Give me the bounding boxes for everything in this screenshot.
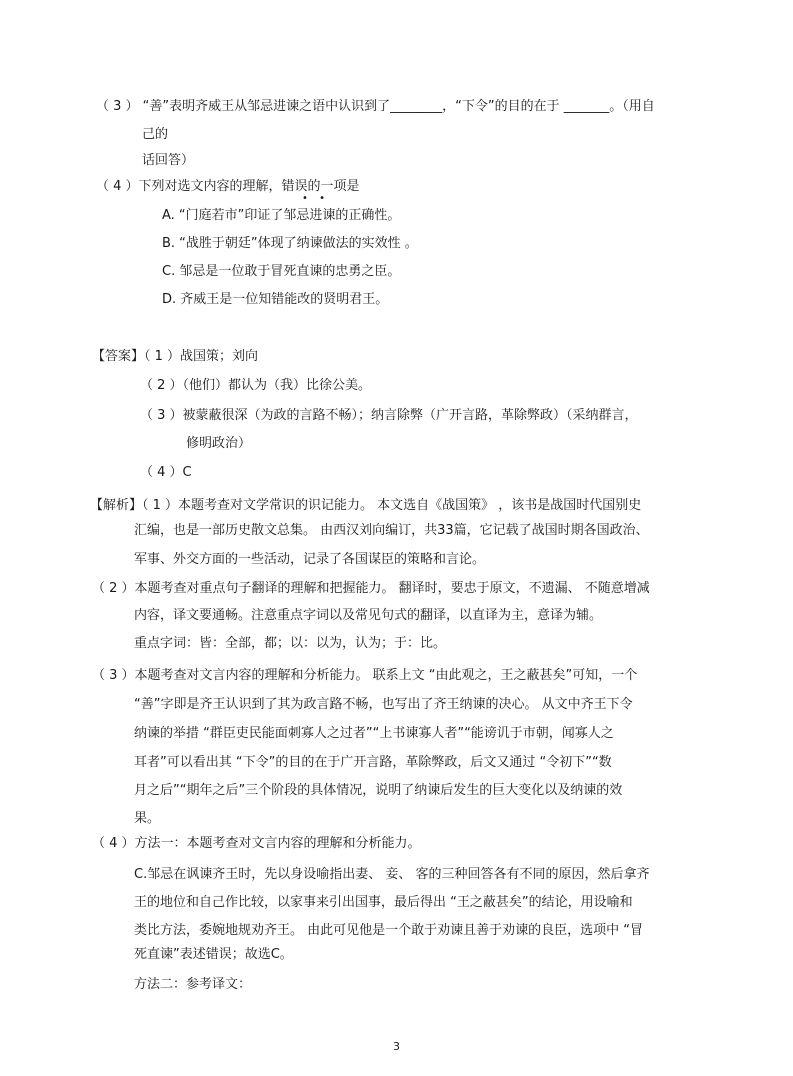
- question-4-stem: （ 4 ）下列对选文内容的理解，错误的一项是: [96, 179, 360, 194]
- analysis-3-line-6: 果。: [134, 811, 161, 826]
- analysis-4-line-2: C.邹忌在讽谏齐王时，先以身设喻指出妻、 妾、 客的三种回答各有不同的原因，然后拿齐: [134, 867, 650, 882]
- analysis-4-line-4: 类比方法，委婉地规劝齐王。 由此可见他是一个敢于劝谏且善于劝谏的良臣，选项中 “冒: [134, 923, 644, 938]
- analysis-4-line-1: （ 4 ）方法一：本题考查对文言内容的理解和分析能力。: [92, 836, 421, 851]
- option-c: C. 邹忌是一位敢于冒死直谏的忠勇之臣。: [162, 264, 401, 279]
- analysis-1-line-3: 军事、外交方面的一些活动，记录了各国谋臣的策略和言论。: [134, 552, 486, 567]
- answer-3-line-2: 修明政治）: [186, 436, 252, 451]
- option-a: A. “门庭若市”印证了邹忌进谏的正确性。: [162, 208, 401, 223]
- answer-4: （ 4 ）C: [140, 465, 192, 480]
- analysis-4-line-6: 方法二：参考译文：: [134, 977, 252, 992]
- question-3-line-2: 己的: [142, 127, 169, 142]
- analysis-1-line-2: 汇编，也是一部历史散文总集。 由西汉刘向编订，共33篇，它记载了战国时期各国政治、: [134, 523, 649, 538]
- answer-1: 【答案】（ 1 ）战国策；刘向: [92, 349, 259, 364]
- analysis-3-line-2: “善”字即是齐王认识到了其为政言路不畅，也写出了齐王纳谏的决心。 从文中齐王下令: [134, 697, 633, 712]
- option-b: B. “战胜于朝廷”体现了纳谏做法的实效性 。: [162, 236, 418, 251]
- page-number: 3: [393, 1040, 400, 1053]
- analysis-4-line-5: 死直谏”表述错误；故选C。: [134, 947, 293, 962]
- analysis-1-line-1: 【解析】（ 1 ）本题考查对文学常识的识记能力。 本文选自《战国策》 ，该书是战国时代国别史: [90, 498, 642, 513]
- answer-3-line-1: （ 3 ）被蒙蔽很深（为政的言路不畅）；纳言除弊（广开言路，革除弊政）（采纳群言，: [140, 408, 638, 423]
- analysis-3-line-3: 纳谏的举措 “群臣吏民能面刺寡人之过者”“上书谏寡人者”“能谤讥于市朝，闻寡人之: [134, 726, 614, 741]
- emphasis-dots: • •: [302, 193, 329, 204]
- question-3-line-1: （ 3 ） “善”表明齐威王从邹忌进谏之语中认识到了________，“下令”的目的在于 _______。（用自: [96, 99, 655, 114]
- analysis-3-line-5: 月之后”“期年之后”三个阶段的具体情况，说明了纳谏后发生的巨大变化以及纳谏的效: [134, 783, 623, 798]
- answer-2: （ 2 ）（他们）都认为（我）比徐公美。: [140, 378, 372, 393]
- analysis-2-line-1: （ 2 ）本题考查对重点句子翻译的理解和把握能力。 翻译时，要忠于原文，不遗漏、 不随意增减: [92, 581, 650, 596]
- analysis-4-line-3: 王的地位和自己作比较，以家事来引出国事，最后得出 “王之蔽甚矣”的结论，用设喻和: [134, 895, 633, 910]
- analysis-3-line-1: （ 3 ）本题考查对文言内容的理解和分析能力。 联系上文 “由此观之，王之蔽甚矣”可知，一个: [92, 668, 638, 683]
- option-d: D. 齐威王是一位知错能改的贤明君王。: [162, 292, 389, 307]
- analysis-3-line-4: 耳者”可以看出其 “下令”的目的在于广开言路，革除弊政，后文又通过 “令初下”“数: [134, 755, 612, 770]
- analysis-2-line-3: 重点字词：皆：全部，都；以：以为，认为；于：比。: [134, 636, 447, 651]
- analysis-2-line-2: 内容，译文要通畅。注意重点字词以及常见句式的翻译，以直译为主，意译为辅。: [134, 608, 603, 623]
- question-3-line-3: 话回答）: [142, 153, 195, 168]
